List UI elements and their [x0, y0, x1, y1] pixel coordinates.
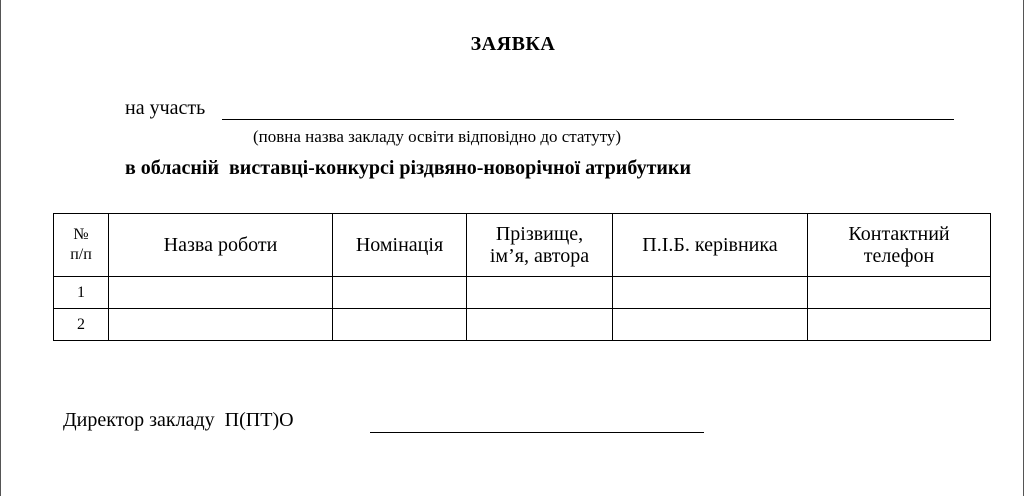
- header-phone-line1: Контактний: [848, 223, 950, 245]
- table-row: [54, 277, 991, 309]
- header-number: [54, 214, 109, 277]
- phone-cell[interactable]: [808, 277, 991, 309]
- row-number: 1: [54, 277, 109, 309]
- table-row: [54, 309, 991, 341]
- institution-name-hint: (повна назва закладу освіти відповідно до статуту): [253, 127, 622, 146]
- document-title: ЗАЯВКА: [470, 33, 556, 55]
- header-author: [467, 214, 613, 277]
- header-author-line1: Прізвище,: [495, 223, 584, 245]
- work-name-cell[interactable]: [109, 277, 333, 309]
- table-header-row: [54, 214, 991, 277]
- contest-title: в обласній виставці-конкурсі різдвяно-новорічної атрибутики: [125, 157, 691, 179]
- header-number-line1: №: [73, 226, 89, 243]
- nomination-cell[interactable]: [333, 309, 467, 341]
- header-phone: [808, 214, 991, 277]
- author-cell[interactable]: [467, 277, 613, 309]
- header-phone-line2: телефон: [863, 245, 935, 267]
- nomination-cell[interactable]: [333, 277, 467, 309]
- author-cell[interactable]: [467, 309, 613, 341]
- header-author-line2: ім’я, автора: [489, 245, 590, 267]
- header-nomination: Номінація: [333, 214, 467, 277]
- row-number: 2: [54, 309, 109, 341]
- supervisor-cell[interactable]: [613, 277, 808, 309]
- header-number-line2: п/п: [70, 246, 92, 263]
- phone-cell[interactable]: [808, 309, 991, 341]
- director-signature-blank: [370, 432, 704, 433]
- participation-label: на участь: [125, 97, 206, 119]
- institution-name-blank: [222, 119, 954, 120]
- supervisor-cell[interactable]: [613, 309, 808, 341]
- entries-table: [53, 213, 991, 341]
- work-name-cell[interactable]: [109, 309, 333, 341]
- header-supervisor: П.І.Б. керівника: [613, 214, 808, 277]
- header-work-name: Назва роботи: [109, 214, 333, 277]
- director-signature-label: Директор закладу П(ПТ)О: [63, 409, 294, 431]
